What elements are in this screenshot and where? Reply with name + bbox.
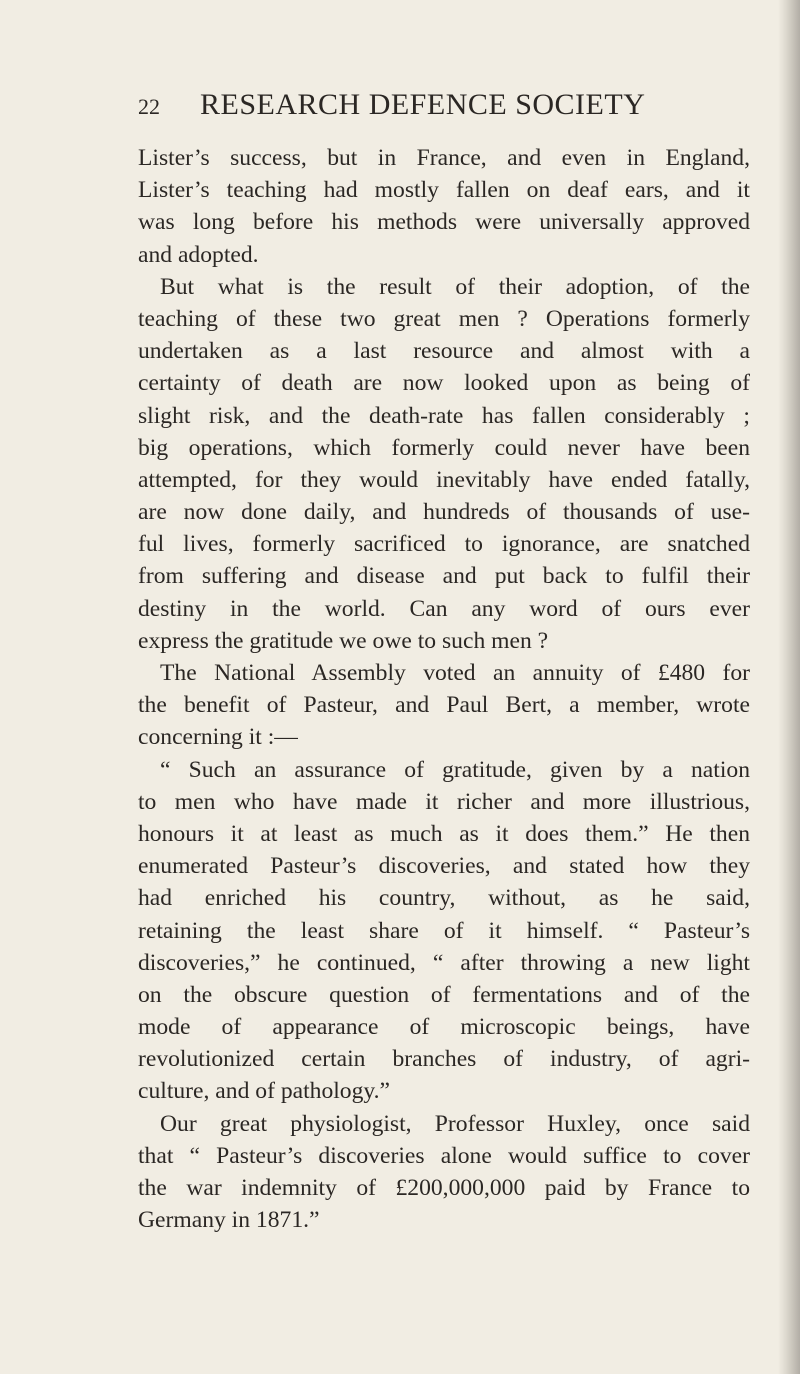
text-line: revolutionized certain branches of industry, of agri- bbox=[138, 1046, 750, 1073]
body-text bbox=[138, 142, 750, 1236]
text-line: express the gratitude we owe to such men ? bbox=[138, 627, 549, 654]
text-line: are now done daily, and hundreds of thousands of use- bbox=[138, 499, 750, 526]
text-line: undertaken as a last resource and almost with a bbox=[138, 338, 750, 365]
text-line: from suffering and disease and put back to fulfil their bbox=[138, 563, 750, 590]
text-line: Lister’s success, but in France, and even in England, bbox=[138, 145, 750, 171]
text-line: and adopted. bbox=[138, 241, 259, 268]
text-line: to men who have made it richer and more illustrious, bbox=[138, 788, 750, 815]
text-line: Our great physiologist, Professor Huxley, once said bbox=[160, 1110, 750, 1137]
page-number: 22 bbox=[138, 94, 160, 119]
running-head: RESEARCH DEFENCE SOCIETY bbox=[200, 88, 646, 121]
text-line: The National Assembly voted an annuity of £480 for bbox=[160, 660, 750, 686]
text-line: Lister’s teaching had mostly fallen on deaf ears, and it bbox=[138, 177, 750, 204]
text-line: certainty of death are now looked upon as being of bbox=[138, 370, 750, 397]
text-line: destiny in the world. Can any word of ours ever bbox=[138, 595, 750, 622]
text-line: ful lives, formerly sacrificed to ignorance, are snatched bbox=[138, 531, 750, 558]
text-line: the war indemnity of £200,000,000 paid by France to bbox=[138, 1175, 750, 1201]
page-header bbox=[138, 88, 738, 128]
text-line: But what is the result of their adoption, of the bbox=[160, 273, 750, 300]
text-line: was long before his methods were universally approved bbox=[138, 209, 750, 236]
text-line: the benefit of Pasteur, and Paul Bert, a member, wrote bbox=[138, 692, 750, 719]
text-line: teaching of these two great men ? Operations formerly bbox=[138, 305, 750, 332]
page-edge-shadow bbox=[778, 0, 800, 1374]
text-line: that “ Pasteur’s discoveries alone would suffice to cover bbox=[138, 1142, 750, 1169]
text-line: big operations, which formerly could never have been bbox=[138, 434, 750, 461]
text-line: enumerated Pasteur’s discoveries, and stated how they bbox=[138, 853, 750, 880]
text-line: had enriched his country, without, as he said, bbox=[138, 885, 750, 912]
text-line: culture, and of pathology.” bbox=[138, 1078, 391, 1105]
text-line: mode of appearance of microscopic beings, have bbox=[138, 1014, 750, 1041]
text-line: Germany in 1871.” bbox=[138, 1207, 320, 1234]
text-line: “ Such an assurance of gratitude, given by a nation bbox=[160, 756, 750, 783]
text-line: retaining the least share of it himself. “ Pasteur’s bbox=[138, 917, 750, 944]
text-line: attempted, for they would inevitably have ended fatally, bbox=[138, 466, 750, 493]
text-line: concerning it :— bbox=[138, 724, 298, 751]
text-line: on the obscure question of fermentations and of the bbox=[138, 981, 750, 1008]
text-line: slight risk, and the death-rate has fallen considerably ; bbox=[138, 402, 750, 429]
text-line: honours it at least as much as it does them.” He then bbox=[138, 820, 750, 847]
text-line: discoveries,” he continued, “ after throwing a new light bbox=[138, 949, 750, 976]
